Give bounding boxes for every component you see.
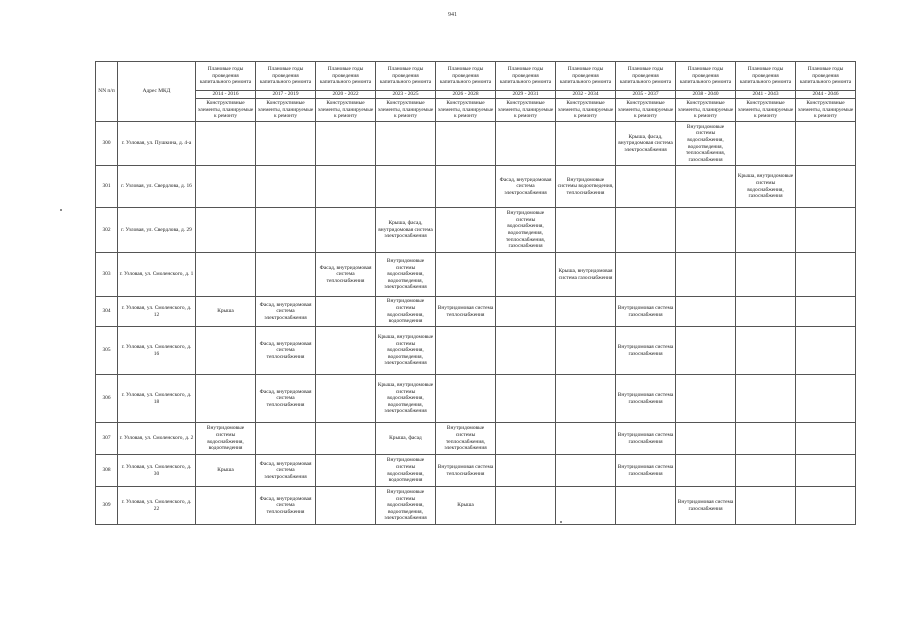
- row-address: г. Узловая, ул. Смоленского, д. 12: [118, 297, 196, 327]
- elements-note: Конструктивные элементы, планируемые к ремонту: [556, 99, 616, 122]
- period-header: Плановые годы проведения капитального ремонта: [616, 62, 676, 91]
- table-row: [96, 253, 856, 297]
- work-cell: [316, 166, 376, 208]
- work-cell: [316, 423, 376, 455]
- period-header: Плановые годы проведения капитального ремонта: [376, 62, 436, 91]
- column-header-address: Адрес МКД: [118, 62, 196, 122]
- work-cell: Крыша, фасад: [376, 423, 436, 455]
- work-cell: [556, 327, 616, 375]
- work-cell: [796, 327, 856, 375]
- period-header: Плановые годы проведения капитального ремонта: [736, 62, 796, 91]
- work-cell: Внутридомовая система газоснабжения: [616, 423, 676, 455]
- row-number: 305: [96, 327, 118, 375]
- work-cell: [616, 487, 676, 525]
- work-cell: Крыша, внутридомовые системы водоснабжения, водоотведения, электроснабжения: [376, 375, 436, 423]
- work-cell: Фасад, внутридомовая система теплоснабжения: [256, 375, 316, 423]
- elements-note: Конструктивные элементы, планируемые к ремонту: [196, 99, 256, 122]
- work-cell: [196, 208, 256, 253]
- work-cell: Внутридомовые системы водоснабжения, водоотведения: [376, 455, 436, 487]
- period-years: 2044 - 2046: [796, 91, 856, 99]
- row-number: 301: [96, 166, 118, 208]
- work-cell: Внутридомовые системы теплоснабжения, электроснабжения: [436, 423, 496, 455]
- work-cell: Внутридомовые системы водоснабжения, водоотведения, теплоснабжения, газоснабжения: [496, 208, 556, 253]
- table-row: [96, 122, 856, 166]
- work-cell: [196, 487, 256, 525]
- work-cell: Внутридомовая система газоснабжения: [616, 455, 676, 487]
- work-cell: [556, 423, 616, 455]
- work-cell: [616, 166, 676, 208]
- work-cell: Фасад, внутридомовая система теплоснабжения: [316, 253, 376, 297]
- work-cell: [256, 423, 316, 455]
- work-cell: Фасад, внутридомовая система электроснабжения: [256, 455, 316, 487]
- work-cell: [676, 297, 736, 327]
- work-cell: Фасад, внутридомовая система электроснабжения: [496, 166, 556, 208]
- work-cell: [316, 297, 376, 327]
- work-cell: Крыша, внутридомовые системы водоснабжения, газоснабжения: [736, 166, 796, 208]
- work-cell: [316, 455, 376, 487]
- period-years: 2023 - 2025: [376, 91, 436, 99]
- work-cell: Фасад, внутридомовая система теплоснабжения: [256, 327, 316, 375]
- work-cell: [616, 253, 676, 297]
- period-header: Плановые годы проведения капитального ремонта: [556, 62, 616, 91]
- column-header-number: NN п/п: [96, 62, 118, 122]
- elements-note: Конструктивные элементы, планируемые к ремонту: [256, 99, 316, 122]
- period-years: 2035 - 2037: [616, 91, 676, 99]
- work-cell: Внутридомовые системы водоотведения, теплоснабжения: [556, 166, 616, 208]
- work-cell: [676, 423, 736, 455]
- work-cell: [256, 166, 316, 208]
- table-row: [96, 455, 856, 487]
- work-cell: [736, 375, 796, 423]
- work-cell: Внутридомовые системы водоснабжения, водоотведения: [376, 297, 436, 327]
- table-row: [96, 423, 856, 455]
- period-years: 2041 - 2043: [736, 91, 796, 99]
- row-number: 303: [96, 253, 118, 297]
- work-cell: [556, 375, 616, 423]
- capital-repair-schedule-table: [95, 61, 856, 525]
- row-address: г. Узловая, ул. Смоленского, д. 16: [118, 327, 196, 375]
- work-cell: Крыша, внутридомовая система газоснабжения: [556, 253, 616, 297]
- period-header: Плановые годы проведения капитального ремонта: [796, 62, 856, 91]
- row-number: 309: [96, 487, 118, 525]
- work-cell: [736, 297, 796, 327]
- row-address: г. Узловая, ул. Смоленского, д. 1: [118, 253, 196, 297]
- period-header: Плановые годы проведения капитального ремонта: [316, 62, 376, 91]
- work-cell: [496, 122, 556, 166]
- period-years: 2020 - 2022: [316, 91, 376, 99]
- work-cell: [316, 487, 376, 525]
- work-cell: [436, 166, 496, 208]
- work-cell: [556, 487, 616, 525]
- row-address: г. Узловая, ул. Смоленского, д. 18: [118, 375, 196, 423]
- work-cell: [676, 455, 736, 487]
- work-cell: [556, 297, 616, 327]
- work-cell: [436, 375, 496, 423]
- work-cell: Крыша, фасад, внутридомовая система электроснабжения: [376, 208, 436, 253]
- period-years: 2029 - 2031: [496, 91, 556, 99]
- work-cell: [556, 122, 616, 166]
- work-cell: Фасад, внутридомовая система теплоснабжения: [256, 487, 316, 525]
- work-cell: [736, 122, 796, 166]
- period-header: Плановые годы проведения капитального ремонта: [496, 62, 556, 91]
- work-cell: [436, 122, 496, 166]
- table-row: [96, 327, 856, 375]
- row-address: г. Узловая, ул. Пушкина, д. 4-а: [118, 122, 196, 166]
- period-header: Плановые годы проведения капитального ремонта: [196, 62, 256, 91]
- work-cell: Фасад, внутридомовая система электроснабжения: [256, 297, 316, 327]
- work-cell: [316, 208, 376, 253]
- table-row: [96, 208, 856, 253]
- page-number: 941: [448, 12, 457, 18]
- work-cell: [196, 166, 256, 208]
- work-cell: [736, 455, 796, 487]
- row-address: г. Узловая, ул. Смоленского, д. 30: [118, 455, 196, 487]
- work-cell: Внутридомовая система газоснабжения: [616, 375, 676, 423]
- work-cell: [676, 327, 736, 375]
- elements-note: Конструктивные элементы, планируемые к ремонту: [436, 99, 496, 122]
- work-cell: [496, 253, 556, 297]
- work-cell: [256, 208, 316, 253]
- work-cell: [736, 253, 796, 297]
- work-cell: [676, 166, 736, 208]
- elements-note: Конструктивные элементы, планируемые к ремонту: [676, 99, 736, 122]
- table-row: [96, 297, 856, 327]
- work-cell: [796, 208, 856, 253]
- period-years: 2017 - 2019: [256, 91, 316, 99]
- work-cell: [796, 423, 856, 455]
- row-number: 300: [96, 122, 118, 166]
- work-cell: Внутридомовые системы водоснабжения, водоотведения: [196, 423, 256, 455]
- work-cell: Крыша: [196, 455, 256, 487]
- row-number: 307: [96, 423, 118, 455]
- work-cell: [556, 208, 616, 253]
- work-cell: [796, 122, 856, 166]
- work-cell: [316, 327, 376, 375]
- work-cell: [436, 327, 496, 375]
- work-cell: [496, 455, 556, 487]
- period-header: Плановые годы проведения капитального ремонта: [676, 62, 736, 91]
- work-cell: [736, 327, 796, 375]
- table-row: [96, 375, 856, 423]
- work-cell: [436, 208, 496, 253]
- work-cell: [196, 253, 256, 297]
- period-years: 2032 - 2034: [556, 91, 616, 99]
- row-address: г. Узловая, ул. Свердлова, д. 29: [118, 208, 196, 253]
- period-header: Плановые годы проведения капитального ремонта: [256, 62, 316, 91]
- work-cell: Внутридомовые системы водоснабжения, водоотведения, теплоснабжения, газоснабжения: [676, 122, 736, 166]
- work-cell: [676, 253, 736, 297]
- work-cell: Крыша: [436, 487, 496, 525]
- work-cell: Крыша, внутридомовые системы водоснабжения, водоотведения, электроснабжения: [376, 327, 436, 375]
- elements-note: Конструктивные элементы, планируемые к ремонту: [796, 99, 856, 122]
- work-cell: Крыша: [196, 297, 256, 327]
- work-cell: [736, 208, 796, 253]
- work-cell: Крыша, фасад, внутридомовая система электроснабжения: [616, 122, 676, 166]
- elements-note: Конструктивные элементы, планируемые к ремонту: [376, 99, 436, 122]
- work-cell: [256, 253, 316, 297]
- row-address: г. Узловая, ул. Смоленского, д. 2: [118, 423, 196, 455]
- work-cell: [196, 375, 256, 423]
- work-cell: Внутридомовая система газоснабжения: [676, 487, 736, 525]
- period-years: 2014 - 2016: [196, 91, 256, 99]
- work-cell: [496, 327, 556, 375]
- work-cell: [676, 208, 736, 253]
- elements-note: Конструктивные элементы, планируемые к ремонту: [496, 99, 556, 122]
- work-cell: [796, 487, 856, 525]
- work-cell: [496, 375, 556, 423]
- work-cell: Внутридомовые системы водоснабжения, водоотведения, электроснабжения: [376, 253, 436, 297]
- work-cell: [316, 375, 376, 423]
- row-number: 306: [96, 375, 118, 423]
- work-cell: [796, 455, 856, 487]
- work-cell: [736, 423, 796, 455]
- row-address: г. Узловая, ул. Свердлова, д. 16: [118, 166, 196, 208]
- row-number: 304: [96, 297, 118, 327]
- work-cell: [196, 327, 256, 375]
- work-cell: [796, 253, 856, 297]
- work-cell: [496, 423, 556, 455]
- work-cell: [256, 122, 316, 166]
- work-cell: [316, 122, 376, 166]
- work-cell: Внутридомовая система газоснабжения: [616, 297, 676, 327]
- work-cell: [436, 253, 496, 297]
- work-cell: [376, 166, 436, 208]
- work-cell: [616, 208, 676, 253]
- work-cell: [736, 487, 796, 525]
- scan-speck: [60, 209, 62, 211]
- work-cell: [796, 375, 856, 423]
- table-row: [96, 166, 856, 208]
- work-cell: [496, 297, 556, 327]
- work-cell: [556, 455, 616, 487]
- work-cell: [676, 375, 736, 423]
- period-years: 2038 - 2040: [676, 91, 736, 99]
- work-cell: [496, 487, 556, 525]
- row-number: 302: [96, 208, 118, 253]
- table-row: [96, 487, 856, 525]
- elements-note: Конструктивные элементы, планируемые к ремонту: [736, 99, 796, 122]
- period-years: 2026 - 2028: [436, 91, 496, 99]
- elements-note: Конструктивные элементы, планируемые к ремонту: [316, 99, 376, 122]
- scan-speck: [560, 521, 562, 523]
- work-cell: Внутридомовая система теплоснабжения: [436, 297, 496, 327]
- row-address: г. Узловая, ул. Смоленского, д. 22: [118, 487, 196, 525]
- work-cell: [376, 122, 436, 166]
- elements-note: Конструктивные элементы, планируемые к ремонту: [616, 99, 676, 122]
- period-header: Плановые годы проведения капитального ремонта: [436, 62, 496, 91]
- work-cell: [796, 297, 856, 327]
- work-cell: Внутридомовая система теплоснабжения: [436, 455, 496, 487]
- work-cell: Внутридомовые системы водоснабжения, водоотведения, электроснабжения: [376, 487, 436, 525]
- work-cell: [796, 166, 856, 208]
- work-cell: [196, 122, 256, 166]
- work-cell: Внутридомовая система газоснабжения: [616, 327, 676, 375]
- row-number: 308: [96, 455, 118, 487]
